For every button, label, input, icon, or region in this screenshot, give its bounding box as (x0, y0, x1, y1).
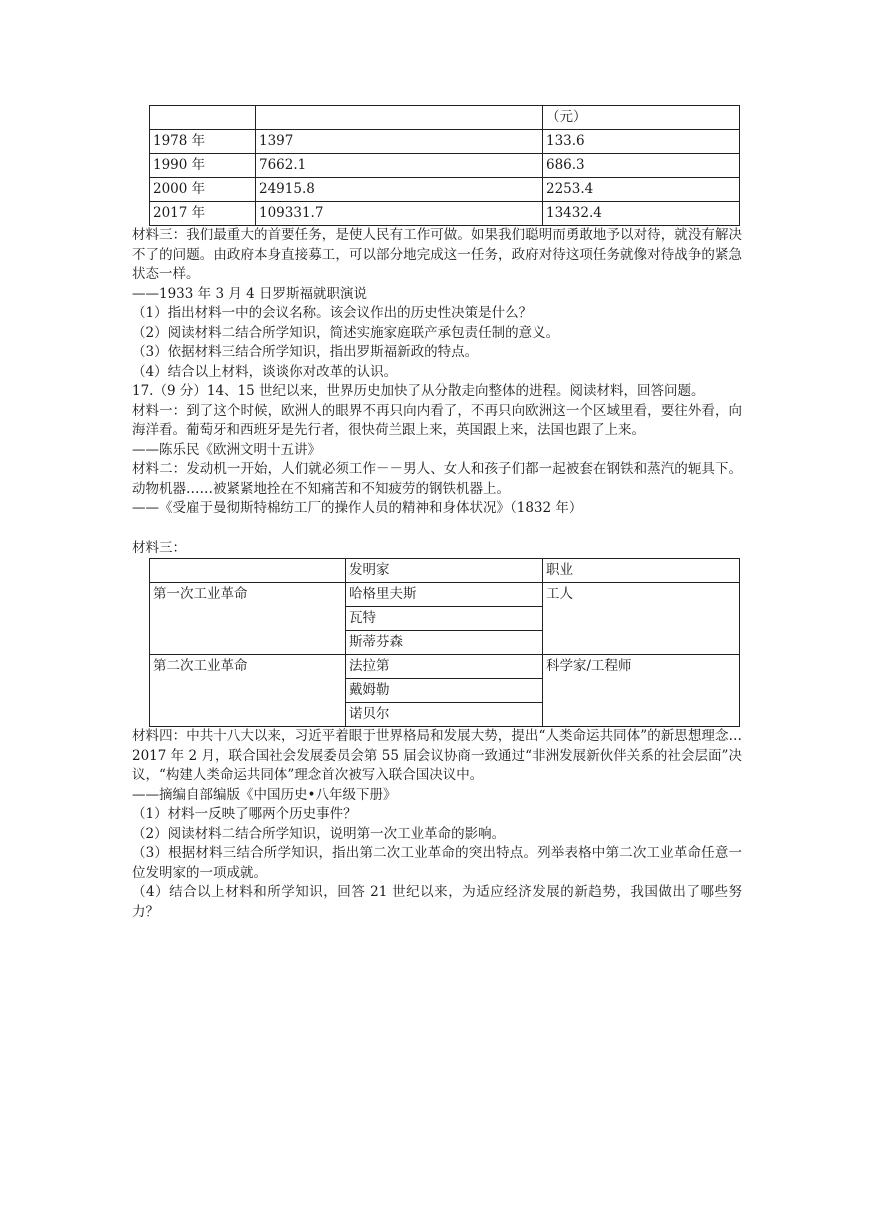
inventor-cell: 法拉第 (346, 655, 543, 679)
table-header-cell: 发明家 (346, 559, 543, 583)
q16-material3: 材料三：我们最重大的首要任务，是使人民有工作可做。如果我们聪明而勇敢地予以对待，就没有解决不了的问题。由政府本身直接募工，可以部分地完成这一任务，政府对待这项任务就像对待战争的紧急状态一样。 (132, 227, 742, 282)
table-cell-value: 24915.8 (256, 178, 543, 202)
table-cell-value: 109331.7 (256, 202, 543, 226)
table-header-cell (150, 559, 346, 583)
q16-question-4: （4）结合以上材料，谈谈你对改革的认识。 (132, 363, 398, 380)
document-page (132, 0, 742, 922)
table-header-cell: （元） (543, 106, 740, 130)
q17-material1: 材料一：到了这个时候，欧洲人的眼界不再只向内看了，不再只向欧洲这一个区域里看，要往外看，向海洋看。葡萄牙和西班牙是先行者，很快荷兰跟上来，英国跟上来，法国也跟了上来。 (132, 402, 742, 438)
q17-material4: 材料四：中共十八大以来，习近平着眼于世界格局和发展大势，提出“人类命运共同体”的新思想理念…2017 年 2 月，联合国社会发展委员会第 55 届会议协商一致通过“非洲发展新伙伴关系的社会层面”决议，“构建人类命运共同体”理念首次被写入联合国决议中。 (132, 728, 742, 783)
q16-question-2: （2）阅读材料二结合所学知识，简述实施家庭联产承包责任制的意义。 (132, 324, 560, 341)
industrial-revolution-table (149, 558, 740, 727)
q17-material1-source: ——陈乐民《欧洲文明十五讲》 (132, 441, 321, 458)
q16-question-1: （1）指出材料一中的会议名称。该会议作出的历史性决策是什么？ (132, 305, 533, 321)
inventor-cell: 戴姆勒 (346, 679, 543, 703)
q17-material3-label: 材料三： (132, 539, 186, 556)
table-cell-value: 2253.4 (543, 178, 740, 202)
inventor-cell: 斯蒂芬森 (346, 631, 543, 655)
table-cell-year: 2017 年 (150, 202, 256, 226)
table-row (150, 130, 740, 154)
table-row (150, 154, 740, 178)
revolution-name-cell: 第一次工业革命 (150, 583, 346, 655)
table-cell-value: 1397 (256, 130, 543, 154)
table-cell-value: 7662.1 (256, 154, 543, 178)
table-header-row (150, 559, 740, 583)
table-row (150, 178, 740, 202)
q17-question-4: （4）结合以上材料和所学知识，回答 21 世纪以来，为适应经济发展的新趋势，我国做出了哪些努力？ (132, 884, 742, 920)
q17-material4-source: ——摘编自部编版《中国历史•八年级下册》 (132, 786, 397, 803)
table-header-row (150, 106, 740, 130)
inventor-cell: 诺贝尔 (346, 703, 543, 727)
table-cell-year: 1978 年 (150, 130, 256, 154)
q17-intro: 17.（9 分）14、15 世纪以来，世界历史加快了从分散走向整体的进程。阅读材料，回答问题。 (132, 383, 705, 399)
revolution-name-cell: 第二次工业革命 (150, 655, 346, 727)
table-cell-value: 686.3 (543, 154, 740, 178)
occupation-cell: 科学家/工程师 (543, 655, 740, 727)
inventor-cell: 哈格里夫斯 (346, 583, 543, 607)
q17-question-2: （2）阅读材料二结合所学知识，说明第一次工业革命的影响。 (132, 825, 506, 842)
table-header-cell (150, 106, 256, 130)
q17-material2-source: ——《受雇于曼彻斯特棉纺工厂的操作人员的精神和身体状况》（1832 年） (132, 500, 583, 516)
table-cell-year: 2000 年 (150, 178, 256, 202)
gdp-income-table (149, 105, 740, 226)
table-cell-year: 1990 年 (150, 154, 256, 178)
q16-material3-source: ——1933 年 3 月 4 日罗斯福就职演说 (132, 285, 367, 302)
q17-question-3: （3）根据材料三结合所学知识，指出第二次工业革命的突出特点。列举表格中第二次工业革命任意一位发明家的一项成就。 (132, 845, 742, 881)
q16-question-3: （3）依据材料三结合所学知识，指出罗斯福新政的特点。 (132, 344, 479, 360)
table-cell-value: 133.6 (543, 130, 740, 154)
table-row (150, 583, 740, 607)
table-row (150, 655, 740, 679)
inventor-cell: 瓦特 (346, 607, 543, 631)
q17-question-1: （1）材料一反映了哪两个历史事件？ (132, 806, 357, 822)
table-row (150, 202, 740, 226)
occupation-cell: 工人 (543, 583, 740, 655)
q17-material2: 材料二：发动机一开始，人们就必须工作－－男人、女人和孩子们都一起被套在钢铁和蒸汽的轭具下。动物机器……被紧紧地拴在不知痛苦和不知疲劳的钢铁机器上。 (132, 461, 742, 497)
table-header-cell (256, 106, 543, 130)
table-header-cell: 职业 (543, 559, 740, 583)
table-cell-value: 13432.4 (543, 202, 740, 226)
